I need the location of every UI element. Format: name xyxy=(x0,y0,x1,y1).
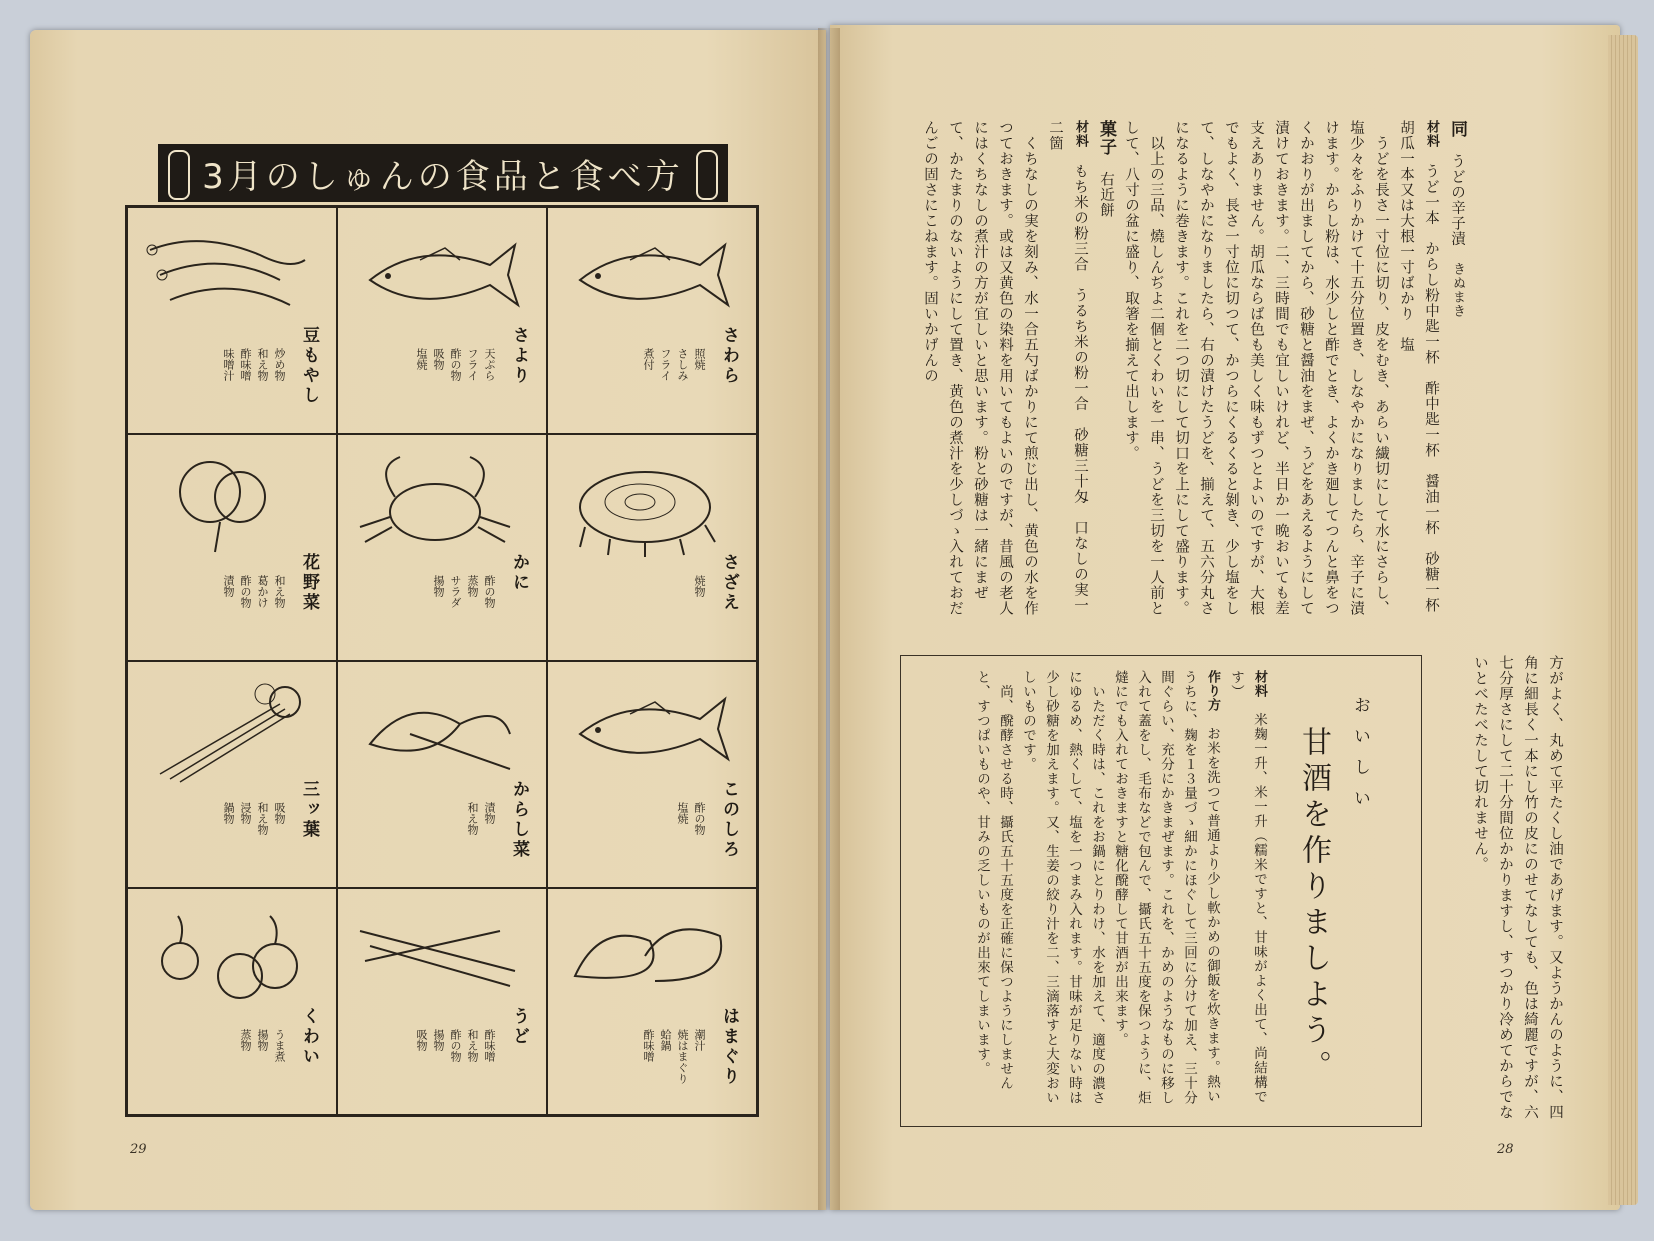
food-name: さざえ xyxy=(719,553,739,613)
food-name: 豆もやし xyxy=(299,326,319,406)
cooking-method: 酢味噌 xyxy=(483,1029,496,1062)
food-cell xyxy=(127,888,337,1115)
recipes-top xyxy=(880,120,1470,629)
cooking-method: 揚物 xyxy=(432,575,445,597)
food-name: さわら xyxy=(719,326,739,386)
cooking-method: 煮付 xyxy=(642,348,655,370)
cooking-method: 塩焼 xyxy=(676,802,689,824)
cooking-method: 和え物 xyxy=(466,802,479,835)
fish-icon xyxy=(560,220,730,330)
recipe2-materials: もち米の粉三合 うるち米の粉一合 砂糖三十匁 口なしの実一二箇 xyxy=(1047,120,1088,613)
cooking-method: 鍋物 xyxy=(222,802,235,824)
food-grid xyxy=(125,205,759,1117)
food-cell xyxy=(337,434,547,661)
amazake-box xyxy=(900,655,1422,1127)
recipe1-alt: きぬまき xyxy=(1450,262,1465,318)
cooking-method: 炒め物 xyxy=(273,348,286,381)
recipe1-dish: うどの辛子漬 xyxy=(1449,153,1465,247)
cooking-methods xyxy=(220,348,288,418)
recipe1-materials: うど一本 からし粉中匙一杯 酢中匙一杯 醤油一杯 砂糖一杯 胡瓜一本又は大根一寸ばかり 塩 xyxy=(1398,120,1439,629)
cooking-methods xyxy=(464,802,498,872)
cooking-method: 酢の物 xyxy=(449,348,462,381)
amazake-title: 甘酒を作りましよう。 xyxy=(1296,726,1331,1086)
recipe2-dish: 右近餅 xyxy=(1098,171,1114,218)
sprout-icon xyxy=(140,220,310,330)
cooking-method: 酢味噌 xyxy=(642,1029,655,1062)
cooking-methods xyxy=(413,1029,498,1099)
food-name: はまぐり xyxy=(719,1007,739,1087)
amazake-materials-label: 材料 xyxy=(1252,670,1267,698)
food-cell xyxy=(547,207,757,434)
cooking-method: サラダ xyxy=(449,575,462,608)
page-number-right: 28 xyxy=(1497,1142,1514,1157)
cooking-method: 漬物 xyxy=(222,575,235,597)
amazake-note: いただく時は、これをお鍋にとりわけ、水を加えて、適度の濃さにゆるめ、熱くして、塩を一つまみ入れます。甘味が足りない時は少し砂糖を加えます。又、生姜の絞り汁を二、三滴落すと大変おいしいものです。 xyxy=(1020,670,1105,1105)
cooking-method: 酢味噌 xyxy=(239,348,252,381)
cooking-methods xyxy=(413,348,498,418)
food-name: このしろ xyxy=(719,780,739,860)
food-cell xyxy=(127,661,337,888)
amazake-text xyxy=(911,670,1271,1110)
cooking-method: 吸物 xyxy=(432,348,445,370)
recipe2-materials-label: 材料 xyxy=(1073,120,1088,148)
cooking-method: 揚物 xyxy=(256,1029,269,1051)
cooking-methods xyxy=(430,575,498,645)
cooking-method: 焼物 xyxy=(693,575,706,597)
cooking-method: 味噌汁 xyxy=(222,348,235,381)
cooking-method: 漬物 xyxy=(483,802,496,824)
food-name: 三ッ葉 xyxy=(299,780,319,840)
cooking-method: 和え物 xyxy=(256,348,269,381)
book-gutter xyxy=(818,28,840,1210)
recipe1-serving: 以上の三品、燒しんぢよ二個とくわいを一串、うどを三切を一人前として、八寸の盆に盛り、取箸を揃えて出します。 xyxy=(1123,120,1164,616)
cooking-method: 酢の物 xyxy=(483,575,496,608)
cooking-method: フライ xyxy=(659,348,672,381)
recipe1-materials-label: 材料 xyxy=(1424,120,1439,148)
food-cell xyxy=(337,207,547,434)
cooking-methods xyxy=(674,802,708,872)
cooking-methods xyxy=(640,348,708,418)
recipe2-title: 菓子 xyxy=(1096,120,1116,156)
food-name: くわい xyxy=(299,1007,319,1067)
shell-icon xyxy=(560,447,730,557)
cooking-method: 浸物 xyxy=(239,802,252,824)
amazake-kicker: おいしい xyxy=(1350,696,1370,820)
crab-icon xyxy=(350,447,520,557)
cooking-method: 和え物 xyxy=(256,802,269,835)
cooking-method: 焼はまぐり xyxy=(676,1029,689,1084)
cooking-method: 酢の物 xyxy=(449,1029,462,1062)
clam-icon xyxy=(560,901,730,1011)
food-name: からし菜 xyxy=(509,780,529,860)
food-cell xyxy=(127,434,337,661)
cooking-method: さしみ xyxy=(676,348,689,381)
cooking-methods xyxy=(691,575,708,645)
stalk-icon xyxy=(350,901,520,1011)
amazake-method-label: 作り方 xyxy=(1205,670,1220,712)
page-number-left: 29 xyxy=(130,1142,147,1157)
food-name: うど xyxy=(509,1007,529,1047)
recipe1-body: うどを長さ一寸位に切り、皮をむき、あらい繊切にして水にさらし、塩少々をふりかけて十五分位置き、しなやかになりましたら、辛子に漬けます。からし粉は、水少しと酢でとき、よくかき廻してつんと鼻をつくかおりが出ましてから、砂糖と醤油をまぜ、うどをあえるようにして漬けておきます。二、三時間でも宜しいけれど、半日か一晩おいても差支えありません。胡瓜ならば色も美しく味もずつとよいのですが、大根でもよく、長さ一寸位に切つて、かつらにくるくると剝き、少し塩をして、しなやかになりましたら、右の漬けたうどを、揃えて、五六分丸さになるように巻きます。これを二つ切にして切口を上にして盛ります。 xyxy=(1173,120,1389,616)
bulb-icon xyxy=(140,901,310,1011)
cooking-method: 酢の物 xyxy=(239,575,252,608)
cooking-method: 蒸物 xyxy=(239,1029,252,1051)
cooking-methods xyxy=(237,1029,288,1099)
food-name: さより xyxy=(509,326,529,386)
cooking-methods xyxy=(640,1029,708,1099)
cooking-method: 照焼 xyxy=(693,348,706,370)
recipe1-title: 同 xyxy=(1447,120,1467,138)
amazake-method: お米を洗つて普通より少し軟かめの御飯を炊きます。熱いうちに、麹を１３量づゝ細かにほぐして三回に分けて加え、三十分間ぐらい、充分にかきまぜます。これを、かめのようなものに移し入れて蓋をし、毛布などで包んで、攝氏五十五度を保つように、炬燵にでも入れておきますと糖化醗酵して甘酒が出来ます。 xyxy=(1112,670,1220,1105)
cooking-method: 蛤鍋 xyxy=(659,1029,672,1051)
cooking-method: 吸物 xyxy=(273,802,286,824)
amazake-caution: 尚、醗酵させる時、攝氏五十五度を正確に保つようにしませんと、すつぱいものや、甘みの乏しいものが出來てしまいます。 xyxy=(974,670,1013,1091)
cooking-method: 吸物 xyxy=(415,1029,428,1051)
cooking-method: フライ xyxy=(466,348,479,381)
continuation-text: 方がよく、丸めて平たくし油であげます。又ようかんのように、四角に細長く一本にし竹の皮にのせてなしても、色は綺麗ですが、六七分厚さにして二十分間位かかりますし、すつかり冷めてからでないとべたべたして切れません。 xyxy=(1472,655,1563,1120)
cooking-method: 酢の物 xyxy=(693,802,706,835)
food-cell xyxy=(547,434,757,661)
cooking-method: 和え物 xyxy=(273,575,286,608)
recipe2-body: くちなしの実を刻み、水一合五勺ばかりにて煎じ出し、黄色の水を作つておきます。或は又黄色の染料を用いてもよいのですが、昔風の老人にはくちなしの煮汁の方が宜しいと思います。粉と砂糖は一緒にまぜて、かたまりのないようにして置き、黄色の煮汁を少しづゝ入れておだんごの固さにこねます。固いかげんの xyxy=(922,120,1038,616)
food-name: かに xyxy=(509,553,529,593)
cooking-method: 葛かけ xyxy=(256,575,269,608)
amazake-materials: 米麹一升、米一升（糯米ですと、甘味がよく出て、尚結構です） xyxy=(1228,670,1267,1104)
cooking-method: 揚物 xyxy=(432,1029,445,1051)
cooking-method: 天ぷら xyxy=(483,348,496,381)
food-cell xyxy=(547,888,757,1115)
cooking-method: 蒸物 xyxy=(466,575,479,597)
food-cell xyxy=(547,661,757,888)
leaf-icon xyxy=(350,674,520,784)
recipe2-continuation xyxy=(1432,655,1567,1125)
fish-icon xyxy=(350,220,520,330)
cooking-method: 和え物 xyxy=(466,1029,479,1062)
flower-icon xyxy=(140,447,310,557)
cooking-methods xyxy=(220,802,288,872)
banner-title: 3月のしゅんの食品と食べ方 xyxy=(158,144,728,202)
food-cell xyxy=(337,888,547,1115)
herb-icon xyxy=(140,674,310,784)
fish-icon xyxy=(560,674,730,784)
food-cell xyxy=(127,207,337,434)
page-edge xyxy=(1608,35,1638,1205)
cooking-method: うま煮 xyxy=(273,1029,286,1062)
cooking-methods xyxy=(220,575,288,645)
cooking-method: 潮汁 xyxy=(693,1029,706,1051)
food-cell xyxy=(337,661,547,888)
food-name: 花野菜 xyxy=(299,553,319,613)
cooking-method: 塩焼 xyxy=(415,348,428,370)
